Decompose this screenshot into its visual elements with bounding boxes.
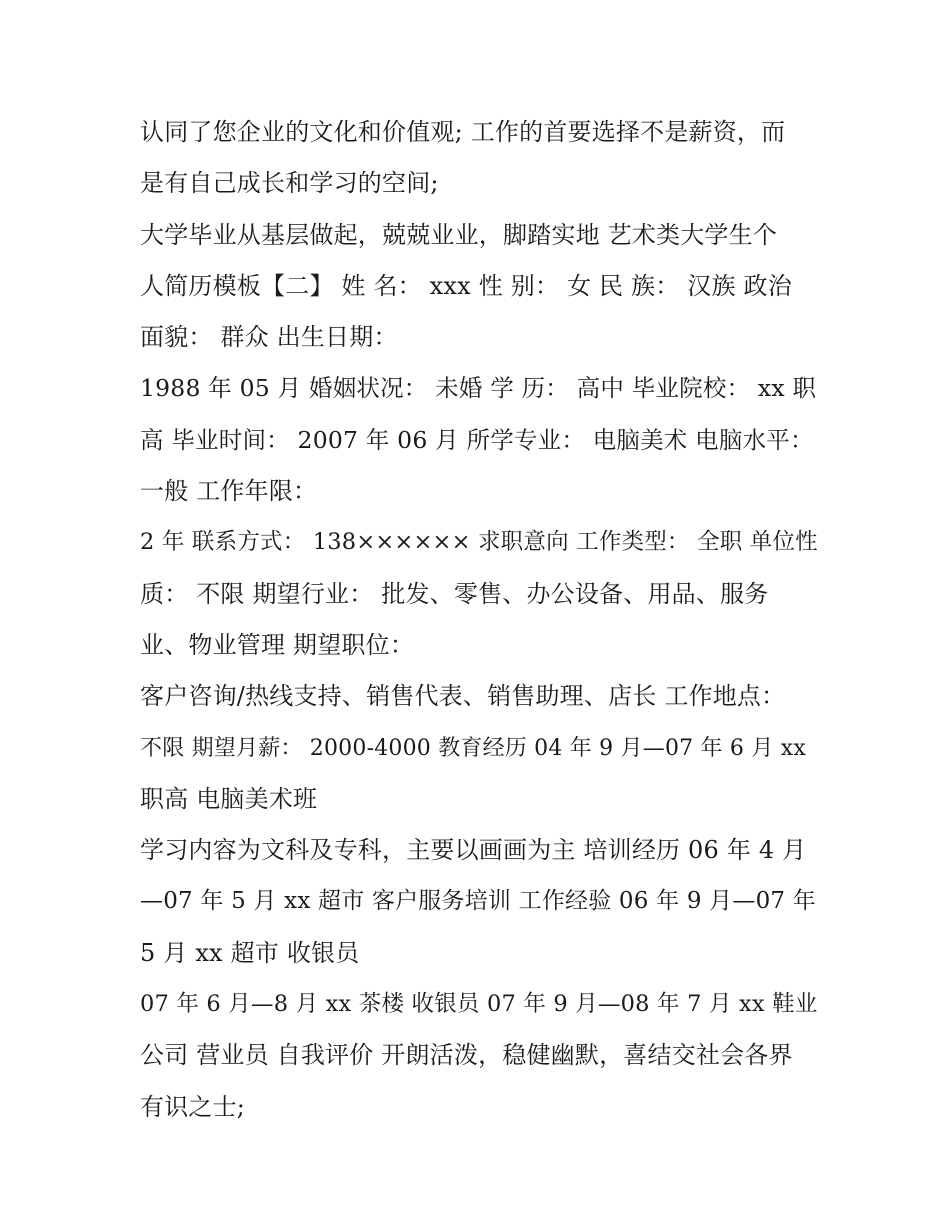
text-line: 是有自己成长和学习的空间; bbox=[140, 169, 439, 198]
text-line: 人简历模板【二】 姓 名： xxx 性 别： 女 民 族： 汉族 政治 bbox=[140, 271, 792, 300]
text-line: 面貌： 群众 出生日期： bbox=[140, 323, 398, 352]
text-line: 认同了您企业的文化和价值观; 工作的首要选择不是薪资，而 bbox=[140, 118, 786, 146]
document-body bbox=[140, 107, 820, 1133]
text-line: 5 月 xx 超市 收银员 bbox=[140, 938, 360, 967]
text-line: 公司 营业员 自我评价 开朗活泼，稳健幽默，喜结交社会各界 bbox=[140, 1041, 793, 1070]
text-line: 高 毕业时间： 2007 年 06 月 所学专业： 电脑美术 电脑水平： bbox=[140, 425, 814, 454]
text-line: 大学毕业从基层做起，兢兢业业，脚踏实地 艺术类大学生个 bbox=[140, 220, 778, 249]
text-line: —07 年 5 月 xx 超市 客户服务培训 工作经验 06 年 9 月—07 年 bbox=[140, 888, 816, 915]
text-line: 一般 工作年限： bbox=[140, 477, 318, 506]
text-line: 2 年 联系方式： 138×××××× 求职意向 工作类型： 全职 单位性 bbox=[140, 529, 818, 556]
text-line: 学习内容为文科及专科，主要以画画为主 培训经历 06 年 4 月 bbox=[140, 836, 807, 865]
text-line: 07 年 6 月—8 月 xx 茶楼 收银员 07 年 9 月—08 年 7 月 xx 鞋业 bbox=[140, 991, 818, 1018]
text-line: 质： 不限 期望行业： 批发、零售、办公设备、用品、服务 bbox=[140, 579, 769, 608]
text-line: 有识之士; bbox=[140, 1092, 246, 1121]
text-line: 职高 电脑美术班 bbox=[140, 784, 318, 813]
text-line: 不限 期望月薪： 2000-4000 教育经历 04 年 9 月—07 年 6 月 xx bbox=[140, 735, 806, 761]
text-line: 业、物业管理 期望职位： bbox=[140, 630, 415, 659]
text-line: 1988 年 05 月 婚姻状况： 未婚 学 历： 高中 毕业院校： xx 职 bbox=[140, 374, 817, 403]
text-line: 客户咨询/热线支持、销售代表、销售助理、店长 工作地点： bbox=[140, 682, 786, 711]
